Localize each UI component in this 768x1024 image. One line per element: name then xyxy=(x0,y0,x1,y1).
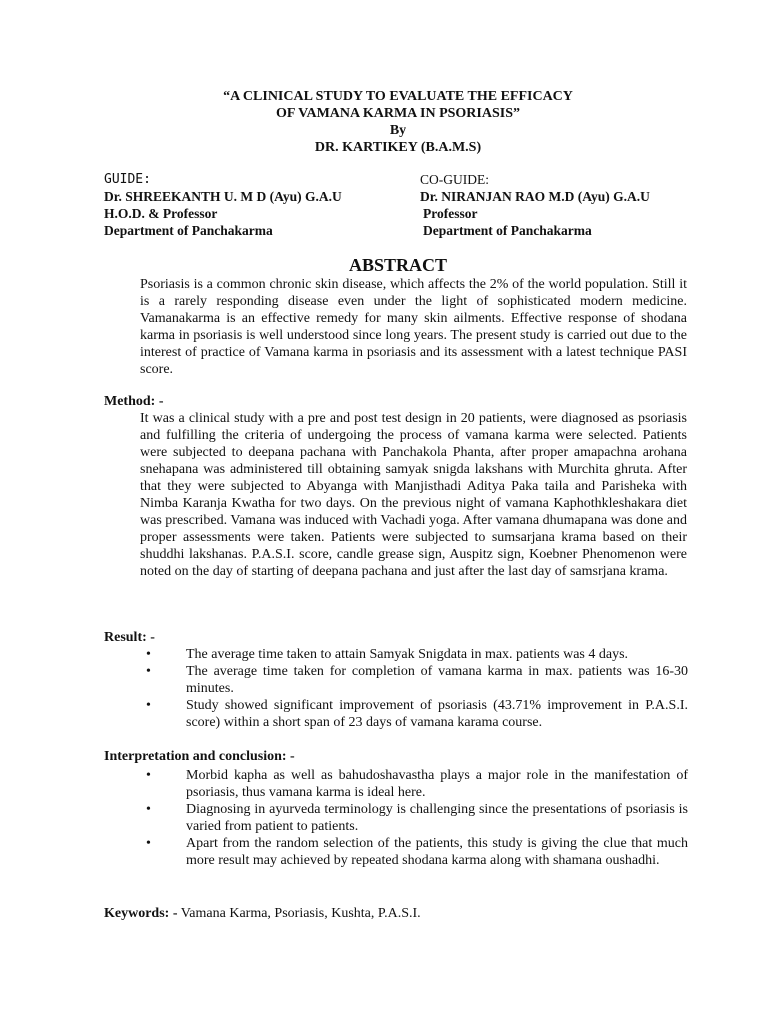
co-guide-name: Dr. NIRANJAN RAO M.D (Ayu) G.A.U xyxy=(420,189,650,204)
guide-block xyxy=(104,171,342,239)
abstract-text: Psoriasis is a common chronic skin disease, which affects the 2% of the world population. Still it is a rarely responding disease even under the light of sophisticated modern medicine. Vamanakarma is an effective remedy for many skin ailments. Effective response of shodana karma in psoriasis is well understood since long years. The present study is carried out due to the interest of practice of Vamana karma in psoriasis and its assessment with a latest technique PASI score. xyxy=(140,277,687,377)
result-item-text: The average time taken to attain Samyak Snigdata in max. patients was 4 days. xyxy=(186,647,629,662)
result-item-text: The average time taken for completion of vamana karma in max. patients was 16-30 minutes. xyxy=(186,664,688,696)
interpretation-heading: Interpretation and conclusion: - xyxy=(104,749,295,764)
paper-title-line-2: OF VAMANA KARMA IN PSORIASIS” xyxy=(276,106,520,121)
method-heading: Method: - xyxy=(104,394,164,409)
result-item xyxy=(144,697,688,731)
keywords-label: Keywords: - xyxy=(104,906,178,921)
result-item xyxy=(144,646,688,663)
result-heading: Result: - xyxy=(104,630,155,645)
method-text: It was a clinical study with a pre and post test design in 20 patients, were diagnosed as psoriasis and fulfilling the criteria of undergoing the process of vamana karma were selected. Patients were subjected to deepana pachana with Panchakola Phanta, after proper amapachna arohana snehapana was administered till obtaining samyak snigda lakshans with Murchita ghruta. After that they were subjected to Abyanga with Manjisthadi Aditya Paka taila and Parisheka with Nimba Karanja Kwatha for two days. On the previous night of vamana Kaphothkleshakara diet was prescribed. Vamana was induced with Vachadi yoga. After vamana dhumapana was done and proper assessments were taken. Patients were subjected to sumsarjana krama based on their shuddhi lakshanas. P.A.S.I. score, candle grease sign, Auspitz sign, Koebner Phenomenon were noted on the day of starting of deepana pachana and just after the last day of samsrjana krama. xyxy=(140,411,687,579)
bullet-icon: • xyxy=(146,698,151,713)
result-item-text: Study showed significant improvement of psoriasis (43.71% improvement in P.A.S.I. score) within a short span of 23 days of vamana karama course. xyxy=(186,698,688,730)
interpretation-item-text: Diagnosing in ayurveda terminology is challenging since the presentations of psoriasis is varied from patient to patients. xyxy=(186,802,688,834)
author-name: DR. KARTIKEY (B.A.M.S) xyxy=(314,140,482,155)
guide-designation: H.O.D. & Professor xyxy=(104,206,218,221)
interpretation-item xyxy=(144,767,688,801)
bullet-icon: • xyxy=(146,647,151,662)
interpretation-item-text: Apart from the random selection of the patients, this study is giving the clue that much more result may achieved by repeated shodana karma along with shamana oushadhi. xyxy=(186,836,688,868)
abstract-heading: ABSTRACT xyxy=(348,255,448,275)
interpretation-list xyxy=(144,767,688,869)
bullet-icon: • xyxy=(146,664,151,679)
co-guide-label: CO-GUIDE: xyxy=(420,172,489,187)
bullet-icon: • xyxy=(146,836,151,851)
paper-title-line-1: “A CLINICAL STUDY TO EVALUATE THE EFFICACY xyxy=(223,89,573,104)
guide-name: Dr. SHREEKANTH U. M D (Ayu) G.A.U xyxy=(104,189,342,204)
interpretation-item-text: Morbid kapha as well as bahudoshavastha plays a major role in the manifestation of psoriasis, thus vamana karma is ideal here. xyxy=(186,768,688,800)
co-guide-designation: Professor xyxy=(423,206,478,221)
bullet-icon: • xyxy=(146,802,151,817)
interpretation-item xyxy=(144,835,688,869)
bullet-icon: • xyxy=(146,768,151,783)
co-guide-department: Department of Panchakarma xyxy=(423,223,592,238)
interpretation-item xyxy=(144,801,688,835)
co-guide-block xyxy=(420,171,650,239)
keywords-text: Vamana Karma, Psoriasis, Kushta, P.A.S.I. xyxy=(180,906,421,921)
result-item xyxy=(144,663,688,697)
guide-department: Department of Panchakarma xyxy=(104,223,273,238)
by-line: By xyxy=(389,123,407,138)
result-list xyxy=(144,646,688,731)
keywords-line xyxy=(104,905,421,922)
guide-label: GUIDE: xyxy=(104,172,151,187)
